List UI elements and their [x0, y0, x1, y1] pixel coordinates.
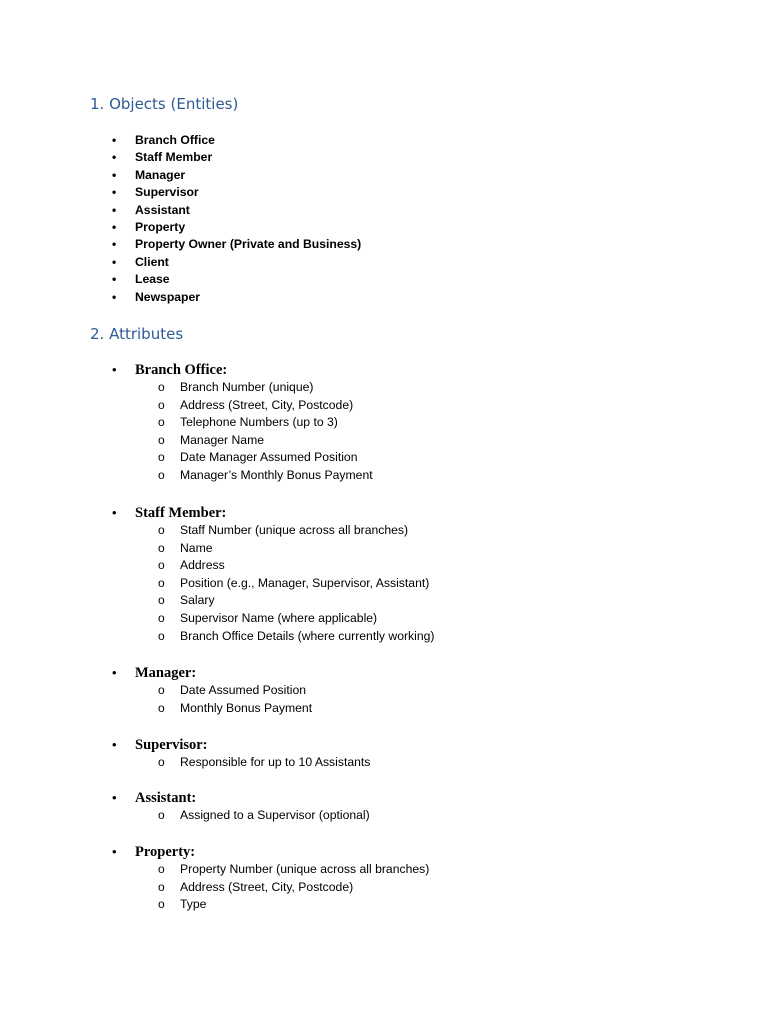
bullet-icon: •: [112, 505, 117, 520]
circle-bullet-icon: o: [158, 523, 165, 537]
attribute-name: Monthly Bonus Payment: [180, 700, 313, 715]
bullet-icon: •: [112, 237, 117, 252]
attribute-name: Staff Number (unique across all branches): [180, 523, 409, 537]
attribute-group-label: Property:: [135, 844, 196, 860]
object-name: Client: [135, 254, 169, 269]
circle-bullet-icon: o: [158, 432, 165, 447]
attribute-name: Branch Number (unique): [180, 380, 314, 394]
bullet-icon: •: [112, 202, 117, 217]
circle-bullet-icon: o: [158, 879, 165, 894]
attribute-group-label: Staff Member:: [135, 505, 227, 521]
object-name: Property Owner (Private and Business): [135, 237, 362, 252]
object-name: Manager: [135, 167, 186, 182]
attribute-group-label: Assistant:: [135, 790, 197, 806]
attribute-name: Branch Office Details (where currently working): [180, 628, 435, 643]
attribute-name: Manager Name: [180, 432, 264, 447]
circle-bullet-icon: o: [158, 540, 165, 555]
attribute-name: Salary: [180, 593, 215, 608]
bullet-icon: •: [112, 289, 117, 304]
circle-bullet-icon: o: [158, 593, 165, 608]
circle-bullet-icon: o: [158, 575, 165, 590]
bullet-icon: •: [112, 272, 117, 287]
circle-bullet-icon: o: [158, 683, 165, 697]
attribute-name: Telephone Numbers (up to 3): [180, 415, 338, 430]
circle-bullet-icon: o: [158, 450, 165, 465]
attribute-name: Address (Street, City, Postcode): [180, 397, 354, 412]
circle-bullet-icon: o: [158, 808, 165, 822]
bullet-icon: •: [112, 790, 117, 805]
attribute-group-label: Supervisor:: [135, 737, 208, 753]
attribute-name: Name: [180, 540, 213, 555]
object-name: Branch Office: [135, 133, 215, 147]
attribute-name: Assigned to a Supervisor (optional): [180, 808, 370, 822]
bullet-icon: •: [112, 844, 117, 859]
object-name: Staff Member: [135, 150, 213, 165]
bullet-icon: •: [112, 167, 117, 182]
circle-bullet-icon: o: [158, 628, 165, 643]
circle-bullet-icon: o: [158, 558, 165, 573]
circle-bullet-icon: o: [158, 611, 165, 625]
object-name: Supervisor: [135, 185, 199, 200]
circle-bullet-icon: o: [158, 897, 165, 912]
bullet-icon: •: [112, 220, 117, 234]
circle-bullet-icon: o: [158, 380, 165, 394]
bullet-icon: •: [112, 254, 117, 269]
bullet-icon: •: [112, 665, 117, 680]
attribute-name: Date Manager Assumed Position: [180, 450, 358, 465]
circle-bullet-icon: o: [158, 862, 165, 876]
circle-bullet-icon: o: [158, 755, 165, 769]
attribute-group-label: Branch Office:: [135, 362, 228, 378]
circle-bullet-icon: o: [158, 700, 165, 715]
section-heading-objects: 1. Objects (Entities): [90, 95, 239, 113]
bullet-icon: •: [112, 133, 117, 147]
object-name: Newspaper: [135, 289, 201, 304]
attribute-group-label: Manager:: [135, 665, 197, 681]
bullet-icon: •: [112, 737, 117, 752]
circle-bullet-icon: o: [158, 468, 165, 482]
attribute-name: Manager’s Monthly Bonus Payment: [180, 468, 373, 482]
attribute-name: Address: [180, 558, 225, 573]
attribute-name: Supervisor Name (where applicable): [180, 611, 378, 625]
attribute-name: Address (Street, City, Postcode): [180, 879, 354, 894]
attribute-name: Date Assumed Position: [180, 683, 307, 697]
circle-bullet-icon: o: [158, 415, 165, 430]
attribute-name: Property Number (unique across all branches): [180, 862, 430, 876]
object-name: Property: [135, 220, 186, 234]
circle-bullet-icon: o: [158, 397, 165, 412]
bullet-icon: •: [112, 150, 117, 165]
attribute-name: Position (e.g., Manager, Supervisor, Assistant): [180, 575, 430, 590]
bullet-icon: •: [112, 185, 117, 200]
object-name: Assistant: [135, 202, 190, 217]
object-name: Lease: [135, 272, 170, 287]
attribute-name: Type: [180, 897, 207, 912]
section-heading-attributes: 2. Attributes: [90, 325, 184, 343]
bullet-icon: •: [112, 362, 117, 377]
attribute-name: Responsible for up to 10 Assistants: [180, 755, 371, 769]
